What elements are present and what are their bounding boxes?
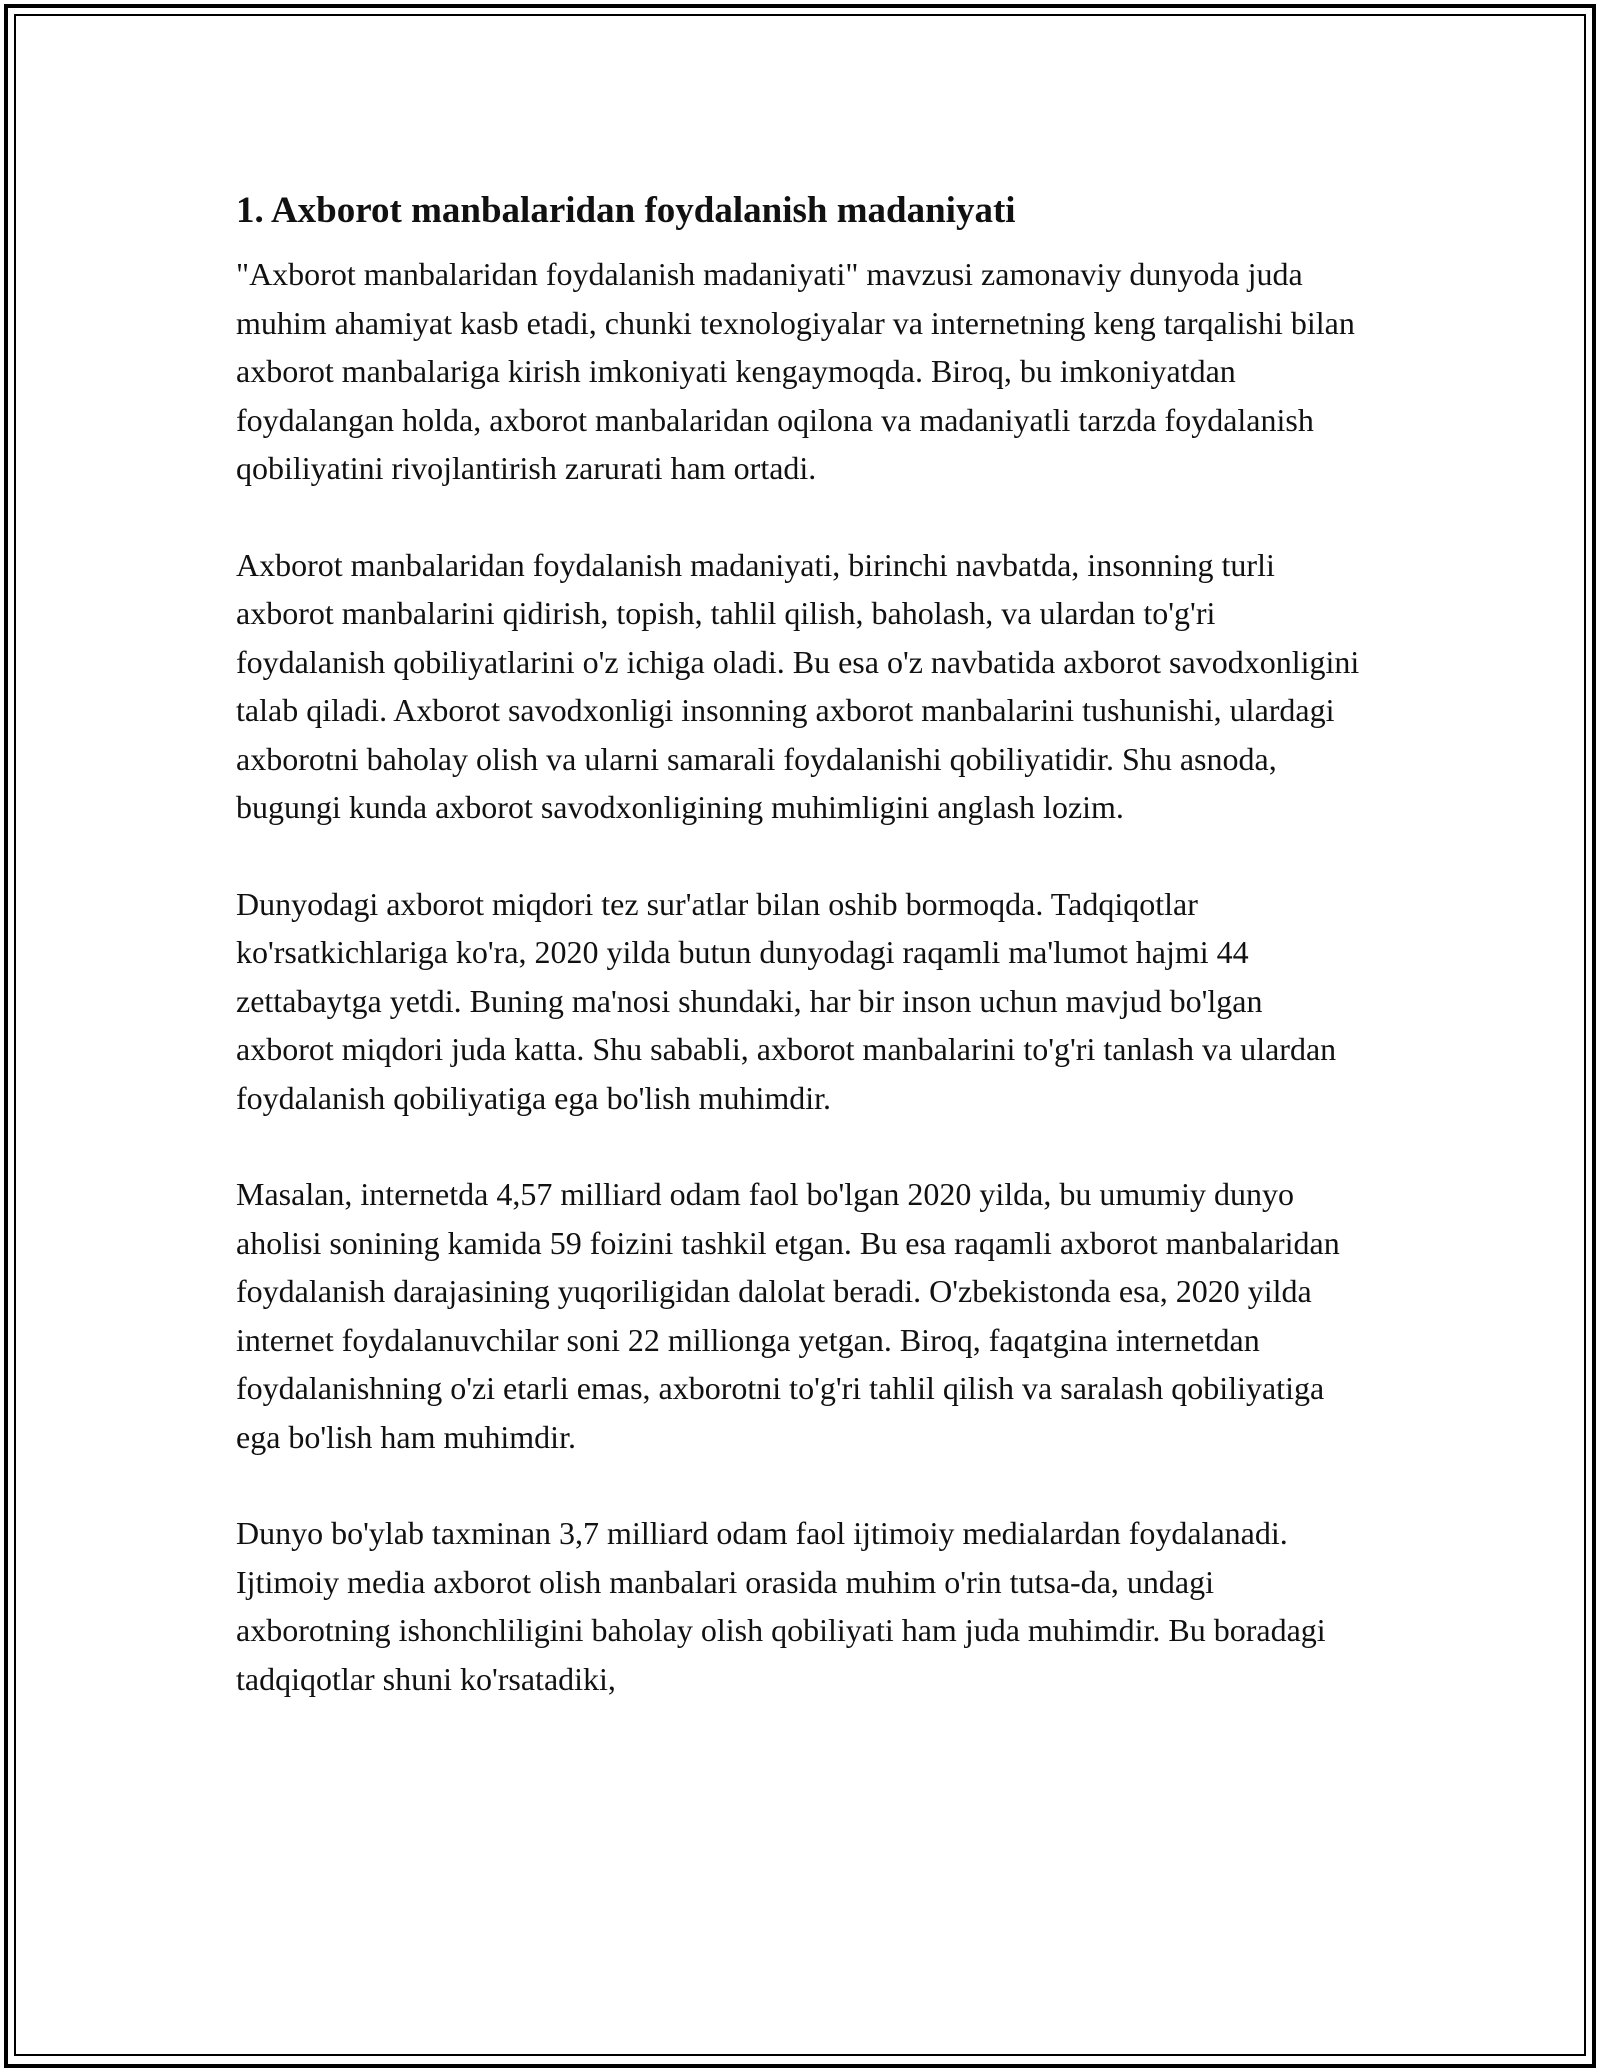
paragraph-5: Dunyo bo'ylab taxminan 3,7 milliard odam faol ijtimoiy medialardan foydalanadi. Ijtimoiy media axborot olish manbalari orasida muhim o'rin tutsa-da, undagi axborotning ishonchliligini baholay olish qobiliyati ham juda muhimdir. Bu boradagi tadqiqotlar shuni ko'rsatadiki, xyxy=(236,1515,1326,1697)
document-body xyxy=(236,188,1366,1751)
section-heading: 1. Axborot manbalaridan foydalanish madaniyati xyxy=(236,190,1016,231)
paragraph-3: Dunyodagi axborot miqdori tez sur'atlar bilan oshib bormoqda. Tadqiqotlar ko'rsatkichlariga ko'ra, 2020 yilda butun dunyodagi raqamli ma'lumot hajmi 44 zettabaytga yetdi. Buning ma'nosi shundaki, har bir inson uchun mavjud bo'lgan axborot miqdori juda katta. Shu sababli, axborot manbalarini to'g'ri tanlash va ulardan foydalanish qobiliyatiga ega bo'lish muhimdir. xyxy=(236,885,1337,1116)
paragraph-2: Axborot manbalaridan foydalanish madaniyati, birinchi navbatda, insonning turli axborot manbalarini qidirish, topish, tahlil qilish, baholash, va ulardan to'g'ri foydalanish qobiliyatlarini o'z ichiga oladi. Bu esa o'z navbatida axborot savodxonligini talab qiladi. Axborot savodxonligi insonning axborot manbalarini tushunishi, ulardagi axborotni baholay olish va ularni samarali foydalanishi qobiliyatidir. Shu asnoda, bugungi kunda axborot savodxonligining muhimligini anglash lozim. xyxy=(236,546,1360,825)
paragraph-1: "Axborot manbalaridan foydalanish madaniyati" mavzusi zamonaviy dunyoda juda muhim ahamiyat kasb etadi, chunki texnologiyalar va internetning keng tarqalishi bilan axborot manbalariga kirish imkoniyati kengaymoqda. Biroq, bu imkoniyatdan foydalangan holda, axborot manbalaridan oqilona va madaniyatli tarzda foydalanish qobiliyatini rivojlantirish zarurati ham ortadi. xyxy=(236,256,1355,486)
paragraph-4: Masalan, internetda 4,57 milliard odam faol bo'lgan 2020 yilda, bu umumiy dunyo aholisi sonining kamida 59 foizini tashkil etgan. Bu esa raqamli axborot manbalaridan foydalanish darajasining yuqoriligidan dalolat beradi. O'zbekistonda esa, 2020 yilda internet foydalanuvchilar soni 22 millionga yetgan. Biroq, faqatgina internetdan foydalanishning o'zi etarli emas, axborotni to'g'ri tahlil qilish va saralash qobiliyatiga ega bo'lish ham muhimdir. xyxy=(236,1176,1340,1455)
